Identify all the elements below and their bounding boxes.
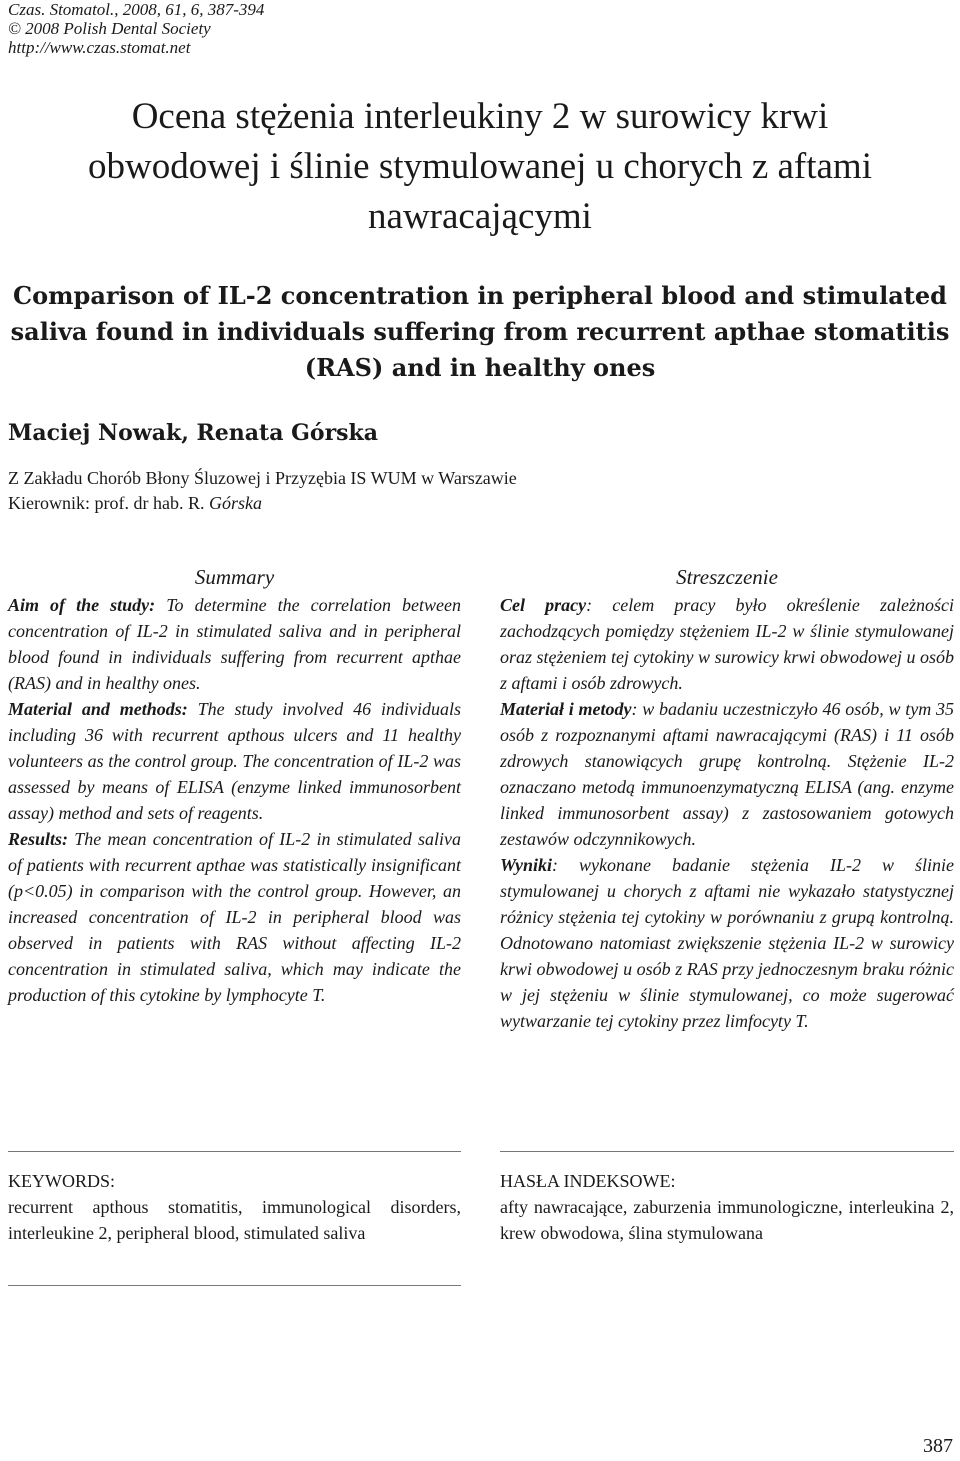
hasla-heading: HASŁA INDEKSOWE: (500, 1171, 676, 1191)
affiliation-head-name: Górska (208, 493, 262, 513)
summary-results-label: Results: (8, 829, 69, 849)
page-number: 387 (923, 1435, 953, 1457)
streszczenie-methods (500, 696, 954, 852)
keywords-top-rule (8, 1151, 461, 1152)
journal-url: http://www.czas.stomat.net (8, 38, 191, 57)
title-english (0, 278, 960, 386)
streszczenie-aim-label: Cel pracy (500, 595, 587, 615)
keywords-bottom-rule (8, 1285, 461, 1286)
summary-aim-label: Aim of the study: (8, 595, 156, 615)
affiliation-department: Z Zakładu Chorób Błony Śluzowej i Przyzębia IS WUM w Warszawie (8, 468, 517, 488)
title-polish-line: Ocena stężenia interleukiny 2 w surowicy krwi (131, 96, 829, 137)
keywords-text: recurrent apthous stomatitis, immunological disorders, interleukine 2, peripheral blood, stimulated saliva (8, 1197, 461, 1243)
title-english-line: (RAS) and in healthy ones (304, 353, 656, 382)
affiliation (8, 466, 517, 516)
summary-heading: Summary (194, 565, 275, 589)
summary-aim-text: To determine the correlation between concentration of IL-2 in stimulated saliva and in peripheral blood found in individuals suffering from recurrent apthae (RAS) and in healthy ones. (8, 595, 461, 693)
keywords-section (8, 1151, 461, 1246)
title-english-line: saliva found in individuals suffering from recurrent apthae stomatitis (10, 317, 950, 346)
affiliation-head (8, 491, 517, 516)
title-english-line: Comparison of IL-2 concentration in peripheral blood and stimulated (13, 281, 947, 310)
streszczenie-results-text: : wykonane badanie stężenia IL-2 w ślinie stymulowanej u chorych z aftami nie wykazało statystycznej różnicy stężenia tej cytokiny w porównaniu z grupą kontrolną. Odnotowano natomiast zwiększenie stężenia IL-2 w surowicy krwi obwodowej u osób z RAS przy jednoczesnym braku różnic w jej stężeniu w ślinie stymulowanej, co może sugerować wytwarzanie tej cytokiny przez limfocyty T. (500, 855, 954, 1031)
summary-results (8, 826, 461, 1008)
hasla-top-rule (500, 1151, 954, 1152)
title-polish (0, 92, 960, 242)
streszczenie-results (500, 852, 954, 1034)
keywords-heading: KEYWORDS: (8, 1171, 115, 1191)
hasla-section (500, 1151, 954, 1246)
journal-header (8, 0, 264, 57)
summary-results-text: The mean concentration of IL-2 in stimulated saliva of patients with recurrent apthae was statistically insignificant (p<0.05) in comparison with the control group. However, an increased concentration of IL-2 in peripheral blood was observed in patients with RAS without affecting IL-2 concentration in stimulated saliva, which may indicate the production of this cytokine by lymphocyte T. (8, 829, 462, 1005)
summary-methods-label: Material and methods: (8, 699, 188, 719)
summary-methods (8, 696, 461, 826)
journal-copyright: © 2008 Polish Dental Society (8, 19, 211, 38)
streszczenie-aim (500, 592, 954, 696)
title-polish-line: obwodowej i ślinie stymulowanej u chorych z aftami (87, 146, 872, 187)
streszczenie-section (500, 562, 954, 1034)
summary-aim (8, 592, 461, 696)
streszczenie-heading: Streszczenie (676, 565, 778, 589)
streszczenie-results-label: Wyniki (500, 855, 553, 875)
authors: Maciej Nowak, Renata Górska (8, 420, 379, 446)
title-polish-line: nawracającymi (368, 196, 592, 237)
streszczenie-methods-text: : w badaniu uczestniczyło 46 osób, w tym 35 osób z rozpoznanymi aftami nawracającymi (RAS) i 11 osób zdrowych stanowiących grupę kontrolną. Stężenie IL-2 oznaczano metodą immunoenzymatyczną ELISA (ang. enzyme linked immunosorbent assay) z zastosowaniem gotowych zestawów odczynnikowych. (500, 699, 955, 849)
streszczenie-aim-text: : celem pracy było określenie zależności zachodzących pomiędzy stężeniem IL-2 w ślinie stymulowanej oraz stężeniem tej cytokiny w surowicy krwi obwodowej u osób z aftami i osób zdrowych. (500, 595, 955, 693)
hasla-text: afty nawracające, zaburzenia immunologiczne, interleukina 2, krew obwodowa, ślina stymulowana (500, 1197, 954, 1243)
streszczenie-methods-label: Materiał i metody (500, 699, 632, 719)
affiliation-head-prefix: Kierownik: prof. dr hab. R. (8, 493, 205, 513)
summary-methods-text: The study involved 46 individuals including 36 with recurrent apthous ulcers and 11 healthy volunteers as the control group. The concentration of IL-2 was assessed by means of ELISA (enzyme linked immunosorbent assay) method and sets of reagents. (8, 699, 461, 823)
summary-section (8, 562, 461, 1008)
journal-citation: Czas. Stomatol., 2008, 61, 6, 387-394 (8, 0, 265, 19)
